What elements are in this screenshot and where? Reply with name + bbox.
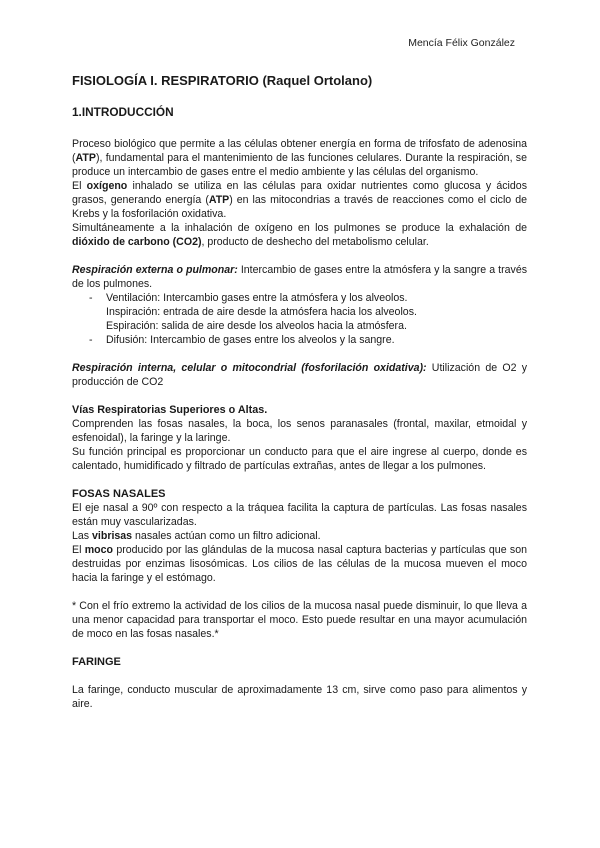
upper-airways-paragraph-2: Su función principal es proporcionar un conducto para que el aire ingrese al cuerpo, donde es calentado, humidificado y filtrado de partículas extrañas, antes de llegar a los pulmones. xyxy=(72,446,527,472)
external-respiration-label: Respiración externa o pulmonar: xyxy=(72,264,238,276)
nasal-paragraph-2: Las vibrisas nasales actúan como un filtro adicional. xyxy=(72,530,321,542)
internal-respiration-label: Respiración interna, celular o mitocondrial (fosforilación oxidativa): xyxy=(72,362,427,374)
intro-paragraph-1: Proceso biológico que permite a las células obtener energía en forma de trifosfato de adenosina (ATP), fundamental para el mantenimiento de las funciones celulares. Durante la respiración, se produce un intercambio de gases entre el medio ambiente y las células del organismo. xyxy=(72,138,527,178)
list-item: - Ventilación: Intercambio gases entre la atmósfera y los alveolos. xyxy=(89,291,527,305)
author-name: Mencía Félix González xyxy=(408,37,515,49)
document-body xyxy=(72,73,527,711)
list-item: - Difusión: Intercambio de gases entre los alveolos y la sangre. xyxy=(89,333,527,347)
nasal-fossae-heading: FOSAS NASALES xyxy=(72,488,166,500)
nasal-paragraph-1: El eje nasal a 90º con respecto a la tráquea facilita la captura de partículas. Las fosas nasales están muy vascularizadas. xyxy=(72,502,527,528)
external-respiration-paragraph: Respiración externa o pulmonar: Intercambio de gases entre la atmósfera y la sangre a través de los pulmones. xyxy=(72,264,528,290)
nasal-note: * Con el frío extremo la actividad de los cilios de la mucosa nasal puede disminuir, lo que lleva a una menor capacidad para transportar el moco. Esto puede resultar en una mayor acumulación de moco en las fosas nasales.* xyxy=(72,600,527,640)
upper-airways-paragraph-1: Comprenden las fosas nasales, la boca, los senos paranasales (frontal, maxilar, etmoidal y esfenoidal), la faringe y la laringe. xyxy=(72,418,527,444)
upper-airways-heading: Vías Respiratorias Superiores o Altas. xyxy=(72,404,268,416)
pharynx-heading: FARINGE xyxy=(72,656,121,668)
list-item: Inspiración: entrada de aire desde la atmósfera hacia los alveolos. xyxy=(106,306,417,318)
intro-paragraph-2: El oxígeno inhalado se utiliza en las células para oxidar nutrientes como glucosa y ácidos grasos, generando energía (ATP) en las mitocondrias a través de reacciones como el ciclo de Krebs y la fosforilación oxidativa. xyxy=(72,180,527,220)
internal-respiration-paragraph: Respiración interna, celular o mitocondrial (fosforilación oxidativa): Utilización de O2 y producción de CO2 xyxy=(72,362,527,388)
pharynx-paragraph-1: La faringe, conducto muscular de aproximadamente 13 cm, sirve como paso para alimentos y aire. xyxy=(72,684,527,710)
document-title: FISIOLOGÍA I. RESPIRATORIO (Raquel Ortolano) xyxy=(72,73,373,88)
section-heading-introduction: 1.INTRODUCCIÓN xyxy=(72,105,174,119)
external-respiration-list xyxy=(72,291,527,347)
intro-paragraph-3: Simultáneamente a la inhalación de oxígeno en los pulmones se produce la exhalación de dióxido de carbono (CO2), producto de deshecho del metabolismo celular. xyxy=(72,222,527,248)
nasal-paragraph-3: El moco producido por las glándulas de la mucosa nasal captura bacterias y partículas que son destruidas por enzimas lisosómicas. Los cilios de las células de la mucosa mueven el moco hacia la faringe y el estómago. xyxy=(72,544,527,584)
list-item: Espiración: salida de aire desde los alveolos hacia la atmósfera. xyxy=(106,320,407,332)
